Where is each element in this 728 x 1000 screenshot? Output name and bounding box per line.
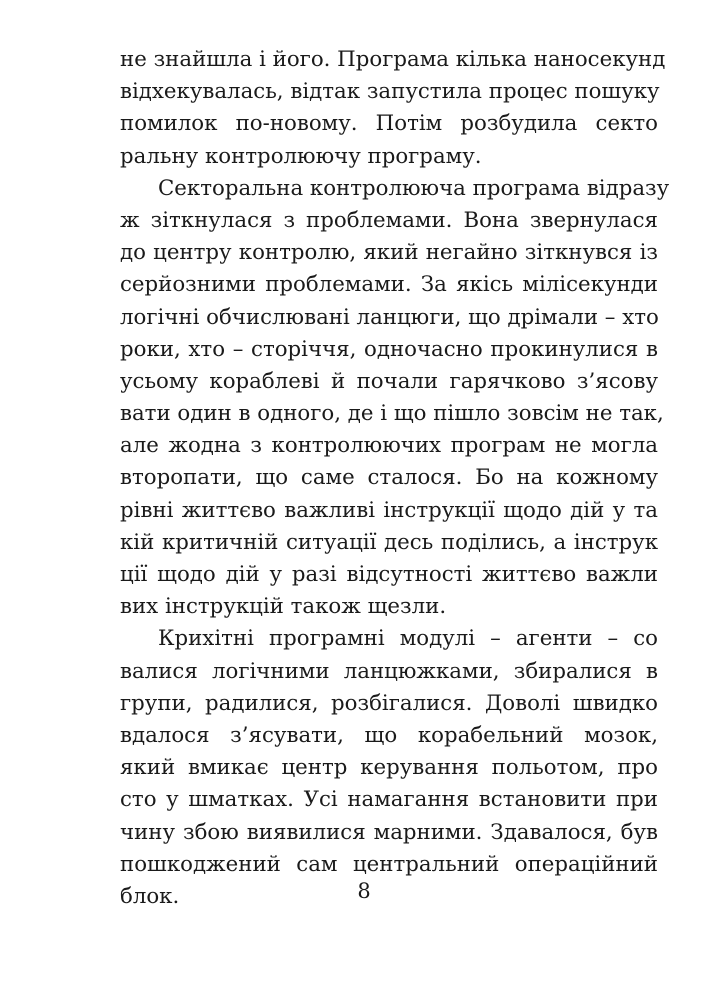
text-line: роки, хто – сторіччя, одночасно прокинулися в [120,336,658,362]
text-line: групи, радилися, розбігалися. Доволі швидко [120,690,658,716]
text-line: пошкоджений сам центральний операційний [120,851,658,877]
text-line: вих інструкцій також щезли. [120,594,447,620]
text-line: ції щодо дій у разі відсутності життєво важли [120,562,658,587]
text-line: чину збою виявилися марними. Здавалося, був [120,819,658,845]
text-line: до центру контролю, який негайно зіткнувся із [120,240,658,266]
text-line: сто у шматках. Усі намагання встановити при [120,787,658,813]
text-line: кій критичній ситуації десь поділись, а інструк [120,529,658,555]
text-line: валися логічними ланцюжками, збиралися в [120,658,658,684]
page-number: 8 [357,879,371,903]
text-line: серйозними проблемами. За якісь мілісекунди [120,272,658,298]
text-line: який вмикає центр керування польотом, про [120,755,658,781]
text-line: ральну контролюючу програму. [120,143,482,169]
text-line: Секторальна контролююча програма відразу [158,175,670,201]
paragraph-3 [120,623,658,913]
text-line: помилок по-новому. Потім розбудила секто [120,111,658,137]
page-body [120,44,670,913]
text-line: але жодна з контролюючих програм не могла [120,433,658,459]
text-line: второпати, що саме сталося. Бо на кожному [120,465,658,491]
text-line: ж зіткнулася з проблемами. Вона звернулася [120,207,658,233]
text-line: відхекувалась, відтак запустила процес пошуку [120,79,660,105]
text-line: усьому кораблеві й почали гарячково з’ясову [120,368,658,394]
text-line: рівні життєво важливі інструкції щодо дій у та [120,497,658,523]
text-line: логічні обчислювані ланцюги, що дрімали – хто [120,304,659,330]
text-line: вдалося з’ясувати, що корабельний мозок, [120,722,658,748]
text-line: не знайшла і його. Програма кілька наносекунд [120,47,666,72]
text-line: вати один в одного, де і що пішло зовсім не так, [120,401,664,427]
paragraph-1 [120,44,666,173]
text-line: блок. [120,883,180,909]
text-line: Крихітні програмні модулі – агенти – со [158,626,658,652]
paragraph-2 [120,173,670,624]
